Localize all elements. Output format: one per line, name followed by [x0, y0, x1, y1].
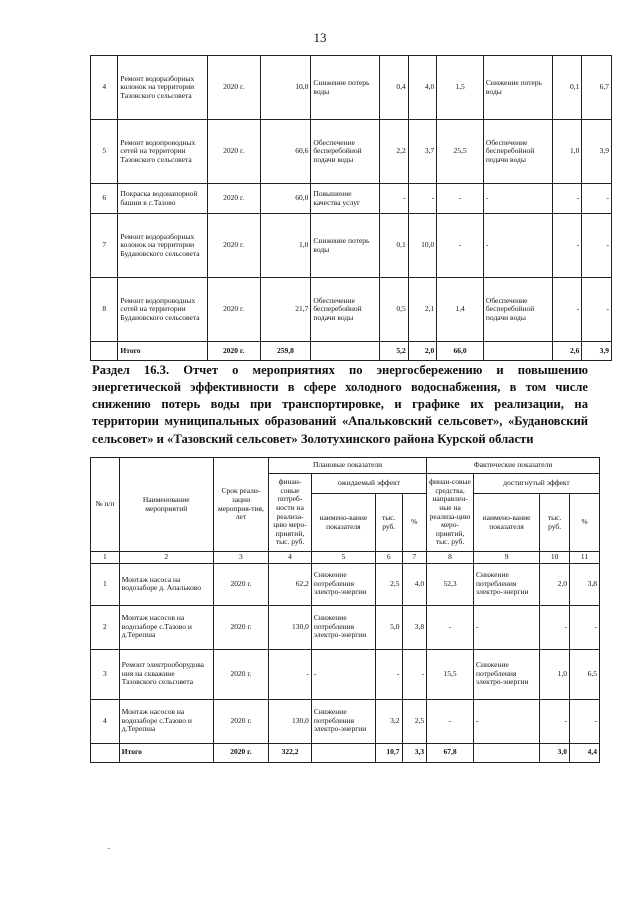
cell-plan_pct: - — [402, 649, 427, 699]
cell-fact_name: - — [483, 184, 552, 214]
cell-plan_th: 3,2 — [375, 699, 402, 743]
column-number: 11 — [570, 552, 600, 564]
cell-name: Ремонт электрооборудова ния на скважине Тазовского сельсовета — [119, 649, 213, 699]
cell-plan_th: - — [375, 649, 402, 699]
cell-n: 4 — [91, 56, 118, 120]
cell-fin: 62,2 — [269, 563, 312, 605]
header-plan-pct: % — [402, 494, 427, 552]
total-plan-th: 10,7 — [375, 743, 402, 762]
table-energy-saving — [90, 457, 600, 763]
cell-fact_fin: - — [437, 214, 484, 278]
table-row — [91, 699, 600, 743]
cell-fact_name: - — [483, 214, 552, 278]
cell-fact_fin: 1,4 — [437, 278, 484, 342]
header-plan-group: Плановые показатели — [269, 458, 427, 474]
cell-fact_th: - — [552, 278, 581, 342]
cell-fact_pct: 3,8 — [570, 563, 600, 605]
cell-name: Монтаж насосов на водозаборе с.Тазово и д.Терепша — [119, 605, 213, 649]
cell-fact_fin: - — [427, 699, 474, 743]
cell-plan_pct: 2,1 — [408, 278, 436, 342]
cell-fact_name: Обеспечение бесперебойной подачи воды — [483, 278, 552, 342]
cell-fact_fin: 15,5 — [427, 649, 474, 699]
cell-fact_pct: 3,9 — [582, 120, 612, 184]
cell-fact_name: Снижение потерь воды — [483, 56, 552, 120]
column-number: 1 — [91, 552, 120, 564]
cell-fact_pct: 6,7 — [582, 56, 612, 120]
total-fact-th: 3,0 — [540, 743, 570, 762]
cell-plan_name: Снижение потребления электро-энергии — [311, 699, 375, 743]
table-water-loss-continued — [90, 55, 612, 361]
cell-term: 2020 г. — [207, 120, 260, 184]
cell-empty — [311, 743, 375, 762]
cell-fin: 1,0 — [260, 214, 311, 278]
cell-n: 1 — [91, 563, 120, 605]
cell-term: 2020 г. — [207, 278, 260, 342]
header-name: Наименование мероприятий — [119, 458, 213, 552]
cell-fact_pct: - — [582, 214, 612, 278]
cell-fin: - — [269, 649, 312, 699]
cell-fact_fin: - — [427, 605, 474, 649]
cell-empty — [91, 342, 118, 361]
cell-n: 6 — [91, 184, 118, 214]
cell-fact_fin: 52,3 — [427, 563, 474, 605]
cell-plan_th: 0,5 — [380, 278, 408, 342]
header-fact-effect: достигнутый эффект — [474, 474, 600, 494]
cell-fact_th: 0,1 — [552, 56, 581, 120]
header-plan-effect: ожидаемый эффект — [311, 474, 426, 494]
table-row — [91, 184, 612, 214]
column-number: 3 — [213, 552, 268, 564]
cell-empty — [311, 342, 380, 361]
cell-plan_pct: 4,0 — [402, 563, 427, 605]
cell-n: 3 — [91, 649, 120, 699]
cell-name: Покраска водонапорной башни в с.Тазово — [118, 184, 207, 214]
cell-name: Монтаж насоса на водозаборе д. Апальково — [119, 563, 213, 605]
cell-fact_pct: - — [570, 699, 600, 743]
cell-term: 2020 г. — [213, 605, 268, 649]
column-number: 6 — [375, 552, 402, 564]
header-num: № п/п — [91, 458, 120, 552]
total-row — [91, 743, 600, 762]
header-fact-pct: % — [570, 494, 600, 552]
cell-empty — [483, 342, 552, 361]
cell-fact_pct: - — [582, 278, 612, 342]
cell-name: Ремонт водоразборных колонок на территории Будановского сельсовета — [118, 214, 207, 278]
total-fact-fin: 66,0 — [437, 342, 484, 361]
cell-plan_name: Обеспечение бесперебойной подачи воды — [311, 120, 380, 184]
column-number: 9 — [474, 552, 540, 564]
cell-empty — [91, 743, 120, 762]
cell-plan_pct: 3,7 — [408, 120, 436, 184]
cell-name: Ремонт водопроводных сетей на территории Будановского сельсовета — [118, 278, 207, 342]
cell-plan_pct: 3,8 — [402, 605, 427, 649]
cell-fin: 10,0 — [260, 56, 311, 120]
column-number: 5 — [311, 552, 375, 564]
cell-name: Ремонт водоразборных колонок на территории Тазовского сельсовета — [118, 56, 207, 120]
footer-mark: - — [107, 843, 111, 854]
column-number: 7 — [402, 552, 427, 564]
cell-n: 4 — [91, 699, 120, 743]
cell-fact_name: Обеспечение бесперебойной подачи воды — [483, 120, 552, 184]
table-row — [91, 56, 612, 120]
cell-n: 5 — [91, 120, 118, 184]
cell-fact_pct: 6,5 — [570, 649, 600, 699]
cell-plan_th: 0,1 — [380, 214, 408, 278]
cell-fact_th: 1,0 — [540, 649, 570, 699]
cell-plan_name: Снижение потерь воды — [311, 56, 380, 120]
total-plan-pct: 3,3 — [402, 743, 427, 762]
header-fact-group: Фактические показатели — [427, 458, 600, 474]
cell-fact_fin: 25,5 — [437, 120, 484, 184]
total-fact-th: 2,6 — [552, 342, 581, 361]
page-number: 13 — [313, 30, 327, 45]
cell-plan_name: Снижение потребления электро-энергии — [311, 605, 375, 649]
cell-name: Ремонт водопроводных сетей на территории Тазовского сельсовета — [118, 120, 207, 184]
header-plan-name: наимено-вание показателя — [311, 494, 375, 552]
cell-fact_name: Снижение потребления электро-энергии — [474, 563, 540, 605]
header-fact-name: наимено-вание показателя — [474, 494, 540, 552]
header-fact-fin: финан-совые средства, направлен-ные на реализа-цию меро-приятий, тыс. руб. — [427, 474, 474, 552]
table-row — [91, 214, 612, 278]
cell-plan_pct: - — [408, 184, 436, 214]
cell-term: 2020 г. — [213, 563, 268, 605]
cell-fin: 60,0 — [260, 184, 311, 214]
cell-plan_name: Обеспечение бесперебойной подачи воды — [311, 278, 380, 342]
cell-fact_th: - — [540, 699, 570, 743]
cell-term: 2020 г. — [207, 184, 260, 214]
column-number: 8 — [427, 552, 474, 564]
table-row — [91, 605, 600, 649]
cell-fact_name: - — [474, 605, 540, 649]
header-plan-th: тыс. руб. — [375, 494, 402, 552]
table-row — [91, 563, 600, 605]
cell-plan_name: Снижение потребления электро-энергии — [311, 563, 375, 605]
total-plan-pct: 2,0 — [408, 342, 436, 361]
total-row — [91, 342, 612, 361]
total-fact-fin: 67,8 — [427, 743, 474, 762]
column-number: 2 — [119, 552, 213, 564]
cell-fact_fin: - — [437, 184, 484, 214]
table-row — [91, 649, 600, 699]
cell-term: 2020 г. — [207, 56, 260, 120]
cell-plan_pct: 2,5 — [402, 699, 427, 743]
cell-n: 2 — [91, 605, 120, 649]
cell-plan_th: 2,2 — [380, 120, 408, 184]
cell-empty — [474, 743, 540, 762]
total-fin: 259,8 — [260, 342, 311, 361]
cell-fact_fin: 1,5 — [437, 56, 484, 120]
cell-fin: 130,0 — [269, 699, 312, 743]
cell-name: Монтаж насосов на водозаборе с.Тазово и д.Терепша — [119, 699, 213, 743]
cell-fact_name: Снижение потребления электро-энергии — [474, 649, 540, 699]
cell-term: 2020 г. — [213, 649, 268, 699]
total-fact-pct: 4,4 — [570, 743, 600, 762]
cell-fact_name: - — [474, 699, 540, 743]
cell-plan_th: - — [380, 184, 408, 214]
total-label: Итого — [118, 342, 207, 361]
cell-fin: 130,0 — [269, 605, 312, 649]
total-fact-pct: 3,9 — [582, 342, 612, 361]
cell-n: 8 — [91, 278, 118, 342]
cell-plan_pct: 10,0 — [408, 214, 436, 278]
cell-term: 2020 г. — [213, 699, 268, 743]
cell-fact_th: - — [540, 605, 570, 649]
header-plan-fin: финан-совые потреб-ности на реализа-цию меро-приятий, тыс. руб. — [269, 474, 312, 552]
header-fact-th: тыс. руб. — [540, 494, 570, 552]
cell-plan_th: 0,4 — [380, 56, 408, 120]
total-term: 2020 г. — [213, 743, 268, 762]
cell-plan_name: - — [311, 649, 375, 699]
cell-plan_pct: 4,0 — [408, 56, 436, 120]
cell-plan_name: Снижение потерь воды — [311, 214, 380, 278]
total-term: 2020 г. — [207, 342, 260, 361]
column-number-row — [91, 552, 600, 564]
table-row — [91, 278, 612, 342]
cell-plan_th: 2,5 — [375, 563, 402, 605]
cell-plan_name: Повышение качества услуг — [311, 184, 380, 214]
total-label: Итого — [119, 743, 213, 762]
cell-term: 2020 г. — [207, 214, 260, 278]
cell-n: 7 — [91, 214, 118, 278]
cell-fact_pct: - — [570, 605, 600, 649]
cell-fact_th: - — [552, 214, 581, 278]
cell-fin: 21,7 — [260, 278, 311, 342]
total-fin: 322,2 — [269, 743, 312, 762]
cell-fact_th: - — [552, 184, 581, 214]
cell-fact_th: 2,0 — [540, 563, 570, 605]
total-plan-th: 5,2 — [380, 342, 408, 361]
column-number: 10 — [540, 552, 570, 564]
cell-fact_th: 1,0 — [552, 120, 581, 184]
cell-plan_th: 5,0 — [375, 605, 402, 649]
cell-fact_pct: - — [582, 184, 612, 214]
header-term: Срок реали-зации мероприя-тия, лет — [213, 458, 268, 552]
section-heading: Раздел 16.3. Отчет о мероприятиях по энергосбережению и повышению энергетической эффективности в сфере холодного водоснабжения, в том числе снижению потерь воды при транспортировке, и графике их реализации, на территории муниципальных образований «Апальковский сельсовет», «Будановский сельсовет» и «Тазовский сельсовет» Золотухинского района Курской области — [92, 363, 588, 446]
cell-fin: 60,6 — [260, 120, 311, 184]
table-row — [91, 120, 612, 184]
column-number: 4 — [269, 552, 312, 564]
